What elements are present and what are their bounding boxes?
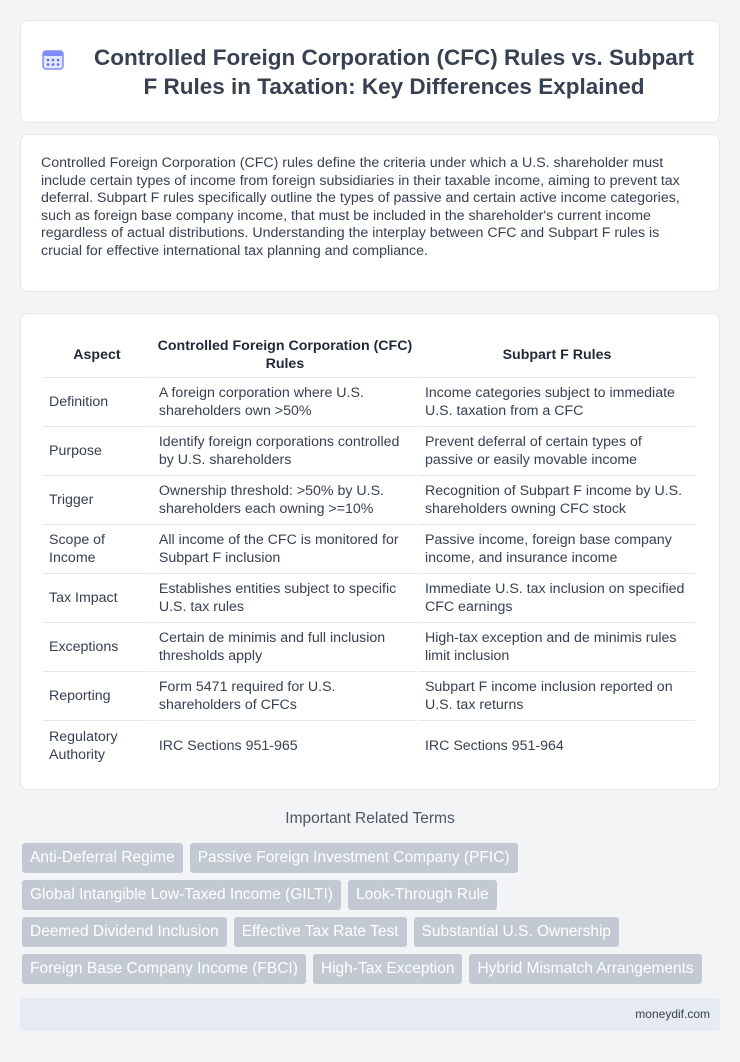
subpart-f-cell: Passive income, foreign base company income, and insurance income bbox=[419, 525, 695, 574]
comparison-table-card bbox=[20, 313, 720, 790]
tag-deemed-dividend-inclusion[interactable]: Deemed Dividend Inclusion bbox=[22, 917, 227, 947]
cfc-cell: Certain de minimis and full inclusion thresholds apply bbox=[153, 623, 417, 672]
aspect-cell: Purpose bbox=[43, 427, 151, 476]
tag-look-through-rule[interactable]: Look-Through Rule bbox=[348, 880, 497, 910]
tag-row bbox=[22, 954, 722, 984]
subpart-f-cell: Income categories subject to immediate U.S. taxation from a CFC bbox=[419, 378, 695, 427]
cfc-cell: Ownership threshold: >50% by U.S. shareholders each owning >=10% bbox=[153, 476, 417, 525]
table-row bbox=[43, 574, 695, 623]
footer bbox=[20, 998, 720, 1031]
tag-gilti[interactable]: Global Intangible Low-Taxed Income (GILTI) bbox=[22, 880, 341, 910]
cfc-cell: All income of the CFC is monitored for Subpart F inclusion bbox=[153, 525, 417, 574]
tag-effective-tax-rate-test[interactable]: Effective Tax Rate Test bbox=[234, 917, 407, 947]
subpart-f-cell: Recognition of Subpart F income by U.S. shareholders owning CFC stock bbox=[419, 476, 695, 525]
intro-card bbox=[20, 134, 720, 292]
cfc-cell: IRC Sections 951-965 bbox=[158, 737, 298, 754]
cfc-cell: Form 5471 required for U.S. shareholders of CFCs bbox=[153, 672, 417, 721]
related-terms-tags bbox=[22, 843, 722, 991]
table-row bbox=[43, 378, 695, 427]
subpart-f-cell: Immediate U.S. tax inclusion on specified CFC earnings bbox=[419, 574, 695, 623]
tag-anti-deferral-regime[interactable]: Anti-Deferral Regime bbox=[22, 843, 183, 873]
tag-row bbox=[22, 917, 722, 947]
table-header-row bbox=[43, 333, 695, 378]
header-card bbox=[20, 20, 720, 123]
subpart-f-cell: Subpart F income inclusion reported on U.S. tax returns bbox=[419, 672, 695, 721]
aspect-cell: Scope of Income bbox=[43, 525, 151, 574]
table-row bbox=[43, 623, 695, 672]
aspect-cell: Tax Impact bbox=[43, 574, 151, 623]
header-subpart-f-rules: Subpart F Rules bbox=[419, 333, 695, 378]
tag-row bbox=[22, 843, 722, 873]
subpart-f-cell: Prevent deferral of certain types of passive or easily movable income bbox=[419, 427, 695, 476]
aspect-cell: Exceptions bbox=[43, 623, 151, 672]
cfc-cell: A foreign corporation where U.S. shareholders own >50% bbox=[153, 378, 417, 427]
cfc-cell: Identify foreign corporations controlled by U.S. shareholders bbox=[153, 427, 417, 476]
footer-site-link[interactable]: moneydif.com bbox=[635, 1007, 710, 1021]
cfc-cell: Establishes entities subject to specific U.S. tax rules bbox=[153, 574, 417, 623]
intro-paragraph: Controlled Foreign Corporation (CFC) rules define the criteria under which a U.S. shareholder must include certain types of income from foreign subsidiaries in their taxable income, aiming to prevent tax deferral. Subpart F rules specifically outline the types of passive and certain active income categories, such as foreign base company income, that must be included in the shareholder's current income regardless of actual distributions. Understanding the interplay between CFC and Subpart F rules is crucial for effective international tax planning and compliance. bbox=[41, 155, 680, 259]
aspect-cell: Regulatory Authority bbox=[49, 728, 118, 763]
tag-row bbox=[22, 880, 722, 910]
related-terms-title: Important Related Terms bbox=[285, 810, 455, 827]
table-row bbox=[43, 427, 695, 476]
table-row bbox=[43, 672, 695, 721]
subpart-f-cell: IRC Sections 951-964 bbox=[424, 737, 564, 754]
aspect-cell: Trigger bbox=[43, 476, 151, 525]
page-title: Controlled Foreign Corporation (CFC) Rules vs. Subpart F Rules in Taxation: Key Differences Explained bbox=[93, 44, 694, 99]
tag-hybrid-mismatch-arrangements[interactable]: Hybrid Mismatch Arrangements bbox=[469, 954, 701, 984]
table-row bbox=[43, 525, 695, 574]
tag-high-tax-exception[interactable]: High-Tax Exception bbox=[313, 954, 463, 984]
table-row bbox=[43, 721, 695, 770]
tag-substantial-us-ownership[interactable]: Substantial U.S. Ownership bbox=[414, 917, 620, 947]
tag-pfic[interactable]: Passive Foreign Investment Company (PFIC) bbox=[190, 843, 518, 873]
aspect-cell: Definition bbox=[43, 378, 151, 427]
header-cfc-rules: Controlled Foreign Corporation (CFC) Rules bbox=[153, 333, 417, 378]
subpart-f-cell: High-tax exception and de minimis rules limit inclusion bbox=[419, 623, 695, 672]
aspect-cell: Reporting bbox=[43, 672, 151, 721]
header-aspect: Aspect bbox=[43, 333, 151, 378]
tag-fbci[interactable]: Foreign Base Company Income (FBCI) bbox=[22, 954, 306, 984]
table-row bbox=[43, 476, 695, 525]
comparison-table bbox=[41, 333, 697, 770]
calendar-icon bbox=[41, 47, 65, 71]
